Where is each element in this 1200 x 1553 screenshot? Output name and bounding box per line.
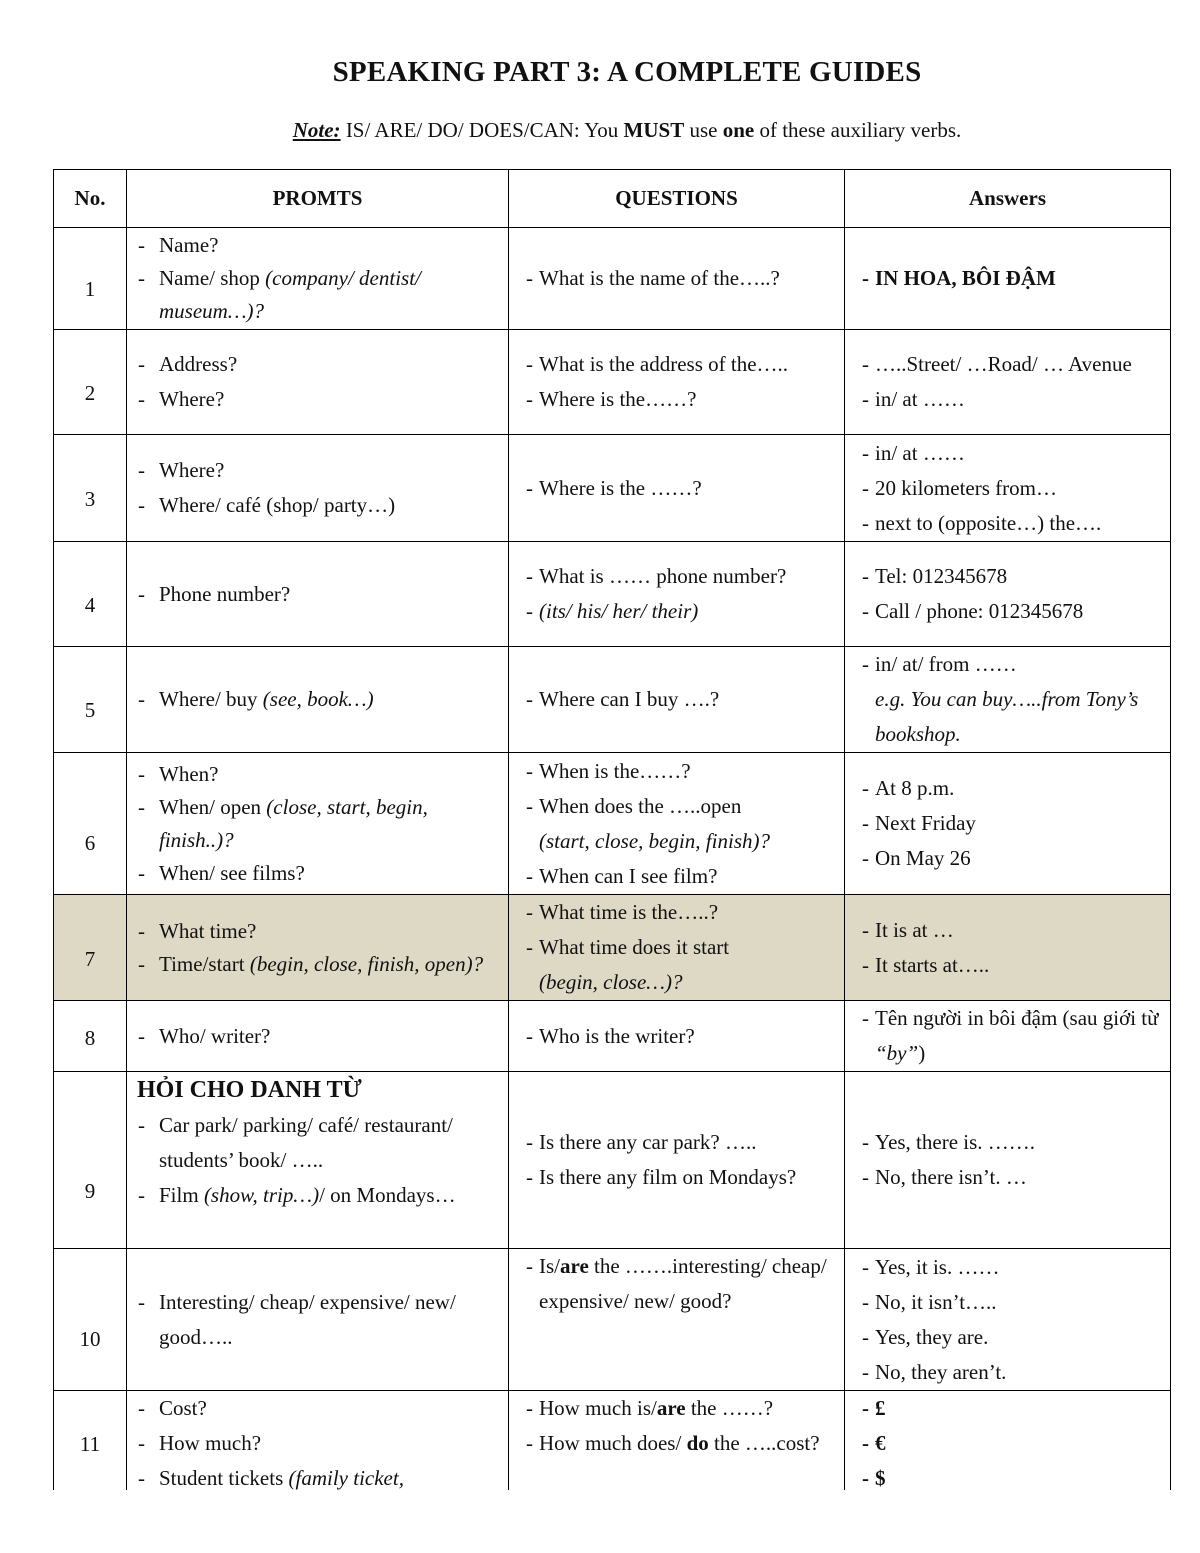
answer-line: - $ bbox=[845, 1461, 1170, 1496]
prompt-line: - Name? bbox=[127, 229, 508, 262]
answers-cell bbox=[845, 1072, 1171, 1249]
row-number-text: 1 bbox=[84, 277, 96, 301]
prompts-cell bbox=[127, 228, 509, 330]
row-number-text: 6 bbox=[84, 831, 96, 855]
answer-line: - No, there isn’t. … bbox=[845, 1160, 1170, 1195]
answers-cell bbox=[845, 542, 1171, 647]
prompt-line: - Where/ buy (see, book…) bbox=[127, 682, 508, 717]
note-text: of these auxiliary verbs. bbox=[754, 118, 962, 142]
prompts-cell bbox=[127, 330, 509, 435]
answer-line: - in/ at …… bbox=[845, 382, 1170, 417]
prompts-cell bbox=[127, 1001, 509, 1072]
row-number bbox=[54, 1001, 127, 1072]
questions-cell bbox=[509, 542, 845, 647]
prompt-line: - Cost? bbox=[127, 1391, 508, 1426]
note-text: use bbox=[684, 118, 723, 142]
question-line: - Where is the……? bbox=[509, 382, 844, 417]
prompts-cell bbox=[127, 753, 509, 895]
prompts-cell bbox=[127, 895, 509, 1001]
answer-line: - Tên người in bôi đậm (sau giới từ “by”) bbox=[845, 1001, 1170, 1071]
answer-line: - It is at … bbox=[845, 913, 1170, 948]
prompt-line: - Name/ shop (company/ dentist/ museum…)? bbox=[127, 262, 508, 328]
prompts-cell bbox=[127, 435, 509, 542]
row-number-text: 8 bbox=[84, 1025, 96, 1050]
question-line: - What is the name of the…..? bbox=[509, 261, 844, 296]
question-line: - Who is the writer? bbox=[509, 1019, 844, 1054]
questions-cell bbox=[509, 330, 845, 435]
answers-cell bbox=[845, 435, 1171, 542]
answer-line: - £ bbox=[845, 1391, 1170, 1426]
question-line: - When is the……? bbox=[509, 754, 844, 789]
note-must: MUST bbox=[623, 118, 685, 142]
questions-cell bbox=[509, 753, 845, 895]
row-number bbox=[54, 435, 127, 542]
prompts-cell bbox=[127, 1391, 509, 1498]
prompt-line: - Phone number? bbox=[127, 577, 508, 612]
page-title: SPEAKING PART 3: A COMPLETE GUIDES bbox=[332, 56, 922, 88]
question-line: - When does the …..open (start, close, begin, finish)? bbox=[509, 789, 844, 859]
prompt-line: - When/ see films? bbox=[127, 857, 508, 890]
table-row bbox=[54, 895, 1171, 1001]
row-number-text: 2 bbox=[84, 380, 96, 405]
answer-line: - Next Friday bbox=[845, 806, 1170, 841]
answer-line: - next to (opposite…) the…. bbox=[845, 506, 1170, 541]
answer-line: - …..Street/ …Road/ … Avenue bbox=[845, 347, 1170, 382]
question-line: - Is there any car park? ….. bbox=[509, 1125, 844, 1160]
row-number bbox=[54, 542, 127, 647]
answers-cell bbox=[845, 330, 1171, 435]
prompt-line: - Interesting/ cheap/ expensive/ new/ good….. bbox=[127, 1285, 508, 1355]
row-number bbox=[54, 895, 127, 1001]
answer-line: - in/ at/ from …… bbox=[845, 647, 1170, 682]
answer-line: - IN HOA, BÔI ĐẬM bbox=[845, 261, 1170, 296]
prompt-line: - How much? bbox=[127, 1426, 508, 1461]
questions-cell bbox=[509, 228, 845, 330]
answer-line: - 20 kilometers from… bbox=[845, 471, 1170, 506]
row-number-text: 5 bbox=[84, 698, 96, 722]
prompt-line: - Where? bbox=[127, 453, 508, 488]
row-number-text: 7 bbox=[84, 947, 96, 971]
prompt-line: - When? bbox=[127, 758, 508, 791]
question-line: - Where is the ……? bbox=[509, 471, 844, 506]
answers-cell bbox=[845, 647, 1171, 753]
table-row bbox=[54, 647, 1171, 753]
questions-cell bbox=[509, 1072, 845, 1249]
table-row bbox=[54, 228, 1171, 330]
row-number bbox=[54, 1249, 127, 1391]
header-no: No. bbox=[54, 170, 127, 228]
row-number bbox=[54, 753, 127, 895]
prompt-line: - Who/ writer? bbox=[127, 1019, 508, 1054]
prompts-cell bbox=[127, 647, 509, 753]
prompt-line: - Student tickets (family ticket, bbox=[127, 1461, 508, 1496]
row-number-text: 11 bbox=[79, 1431, 101, 1456]
answer-line: - € bbox=[845, 1426, 1170, 1461]
prompt-line: - When/ open (close, start, begin, finish..)? bbox=[127, 791, 508, 857]
question-line: - Is there any film on Mondays? bbox=[509, 1160, 844, 1195]
table-row bbox=[54, 1249, 1171, 1391]
answer-line: - Yes, there is. ……. bbox=[845, 1125, 1170, 1160]
row-number-text: 4 bbox=[84, 592, 96, 617]
header-row bbox=[54, 170, 1171, 228]
table-row bbox=[54, 435, 1171, 542]
question-line: - What is …… phone number? bbox=[509, 559, 844, 594]
answer-line: - Call / phone: 012345678 bbox=[845, 594, 1170, 629]
page-bottom-margin bbox=[0, 1490, 1200, 1553]
question-line: - When can I see film? bbox=[509, 859, 844, 894]
answer-line: - Tel: 012345678 bbox=[845, 559, 1170, 594]
table-row bbox=[54, 1072, 1171, 1249]
prompts-cell bbox=[127, 1249, 509, 1391]
answer-line: - Yes, it is. …… bbox=[845, 1250, 1170, 1285]
header-prompts: PROMTS bbox=[127, 170, 509, 228]
answer-line: - No, they aren’t. bbox=[845, 1355, 1170, 1390]
header-answers: Answers bbox=[845, 170, 1171, 228]
prompt-line: - Address? bbox=[127, 347, 508, 382]
prompts-cell bbox=[127, 1072, 509, 1249]
table-row bbox=[54, 330, 1171, 435]
note-label: Note: bbox=[292, 118, 341, 142]
answer-line: - It starts at….. bbox=[845, 948, 1170, 983]
row-number-text: 10 bbox=[79, 1327, 101, 1351]
question-line: - What time does it start (begin, close…)? bbox=[509, 930, 844, 1000]
header-questions: QUESTIONS bbox=[509, 170, 845, 228]
questions-cell bbox=[509, 1249, 845, 1391]
answer-line: - On May 26 bbox=[845, 841, 1170, 876]
questions-cell bbox=[509, 647, 845, 753]
prompt-line: - Car park/ parking/ café/ restaurant/ students’ book/ ….. bbox=[127, 1108, 508, 1178]
answers-cell bbox=[845, 228, 1171, 330]
row-number bbox=[54, 1391, 127, 1498]
answers-cell bbox=[845, 895, 1171, 1001]
question-line: - What time is the…..? bbox=[509, 895, 844, 930]
question-line: - Where can I buy ….? bbox=[509, 682, 844, 717]
question-line: - What is the address of the….. bbox=[509, 347, 844, 382]
table-row bbox=[54, 1391, 1171, 1498]
prompt-line: - What time? bbox=[127, 915, 508, 948]
table-row bbox=[54, 753, 1171, 895]
section-heading: HỎI CHO DANH TỪ bbox=[137, 1077, 362, 1103]
row-number-text: 3 bbox=[84, 486, 96, 511]
note-text: IS/ ARE/ DO/ DOES/CAN: You bbox=[340, 118, 624, 142]
row-number bbox=[54, 330, 127, 435]
row-number bbox=[54, 647, 127, 753]
answers-cell bbox=[845, 1391, 1171, 1498]
questions-cell bbox=[509, 1391, 845, 1498]
question-line: - How much does/ do the …..cost? bbox=[509, 1426, 844, 1461]
table-row bbox=[54, 1001, 1171, 1072]
answers-cell bbox=[845, 1249, 1171, 1391]
prompt-line: - Time/start (begin, close, finish, open)? bbox=[127, 948, 508, 981]
note-one: one bbox=[722, 118, 755, 142]
prompts-cell bbox=[127, 542, 509, 647]
row-number-text: 9 bbox=[84, 1178, 96, 1203]
answers-cell bbox=[845, 753, 1171, 895]
row-number bbox=[54, 228, 127, 330]
answer-line: - in/ at …… bbox=[845, 436, 1170, 471]
answer-line: - Yes, they are. bbox=[845, 1320, 1170, 1355]
table-row bbox=[54, 542, 1171, 647]
question-line: - (its/ his/ her/ their) bbox=[509, 594, 844, 629]
question-line: - How much is/are the ……? bbox=[509, 1391, 844, 1426]
answers-cell bbox=[845, 1001, 1171, 1072]
question-line: - Is/are the …….interesting/ cheap/ expensive/ new/ good? bbox=[509, 1249, 844, 1319]
answer-example: e.g. You can buy…..from Tony’s bookshop. bbox=[875, 687, 1139, 746]
questions-cell bbox=[509, 1001, 845, 1072]
answer-line: - At 8 p.m. bbox=[845, 771, 1170, 806]
row-number bbox=[54, 1072, 127, 1249]
prompt-line: - Where? bbox=[127, 382, 508, 417]
guide-table bbox=[53, 169, 1171, 1498]
questions-cell bbox=[509, 895, 845, 1001]
prompt-line: - Film (show, trip…)/ on Mondays… bbox=[127, 1178, 508, 1213]
note-line bbox=[0, 118, 1200, 143]
answer-line: - No, it isn’t….. bbox=[845, 1285, 1170, 1320]
questions-cell bbox=[509, 435, 845, 542]
prompt-line: - Where/ café (shop/ party…) bbox=[127, 488, 508, 523]
